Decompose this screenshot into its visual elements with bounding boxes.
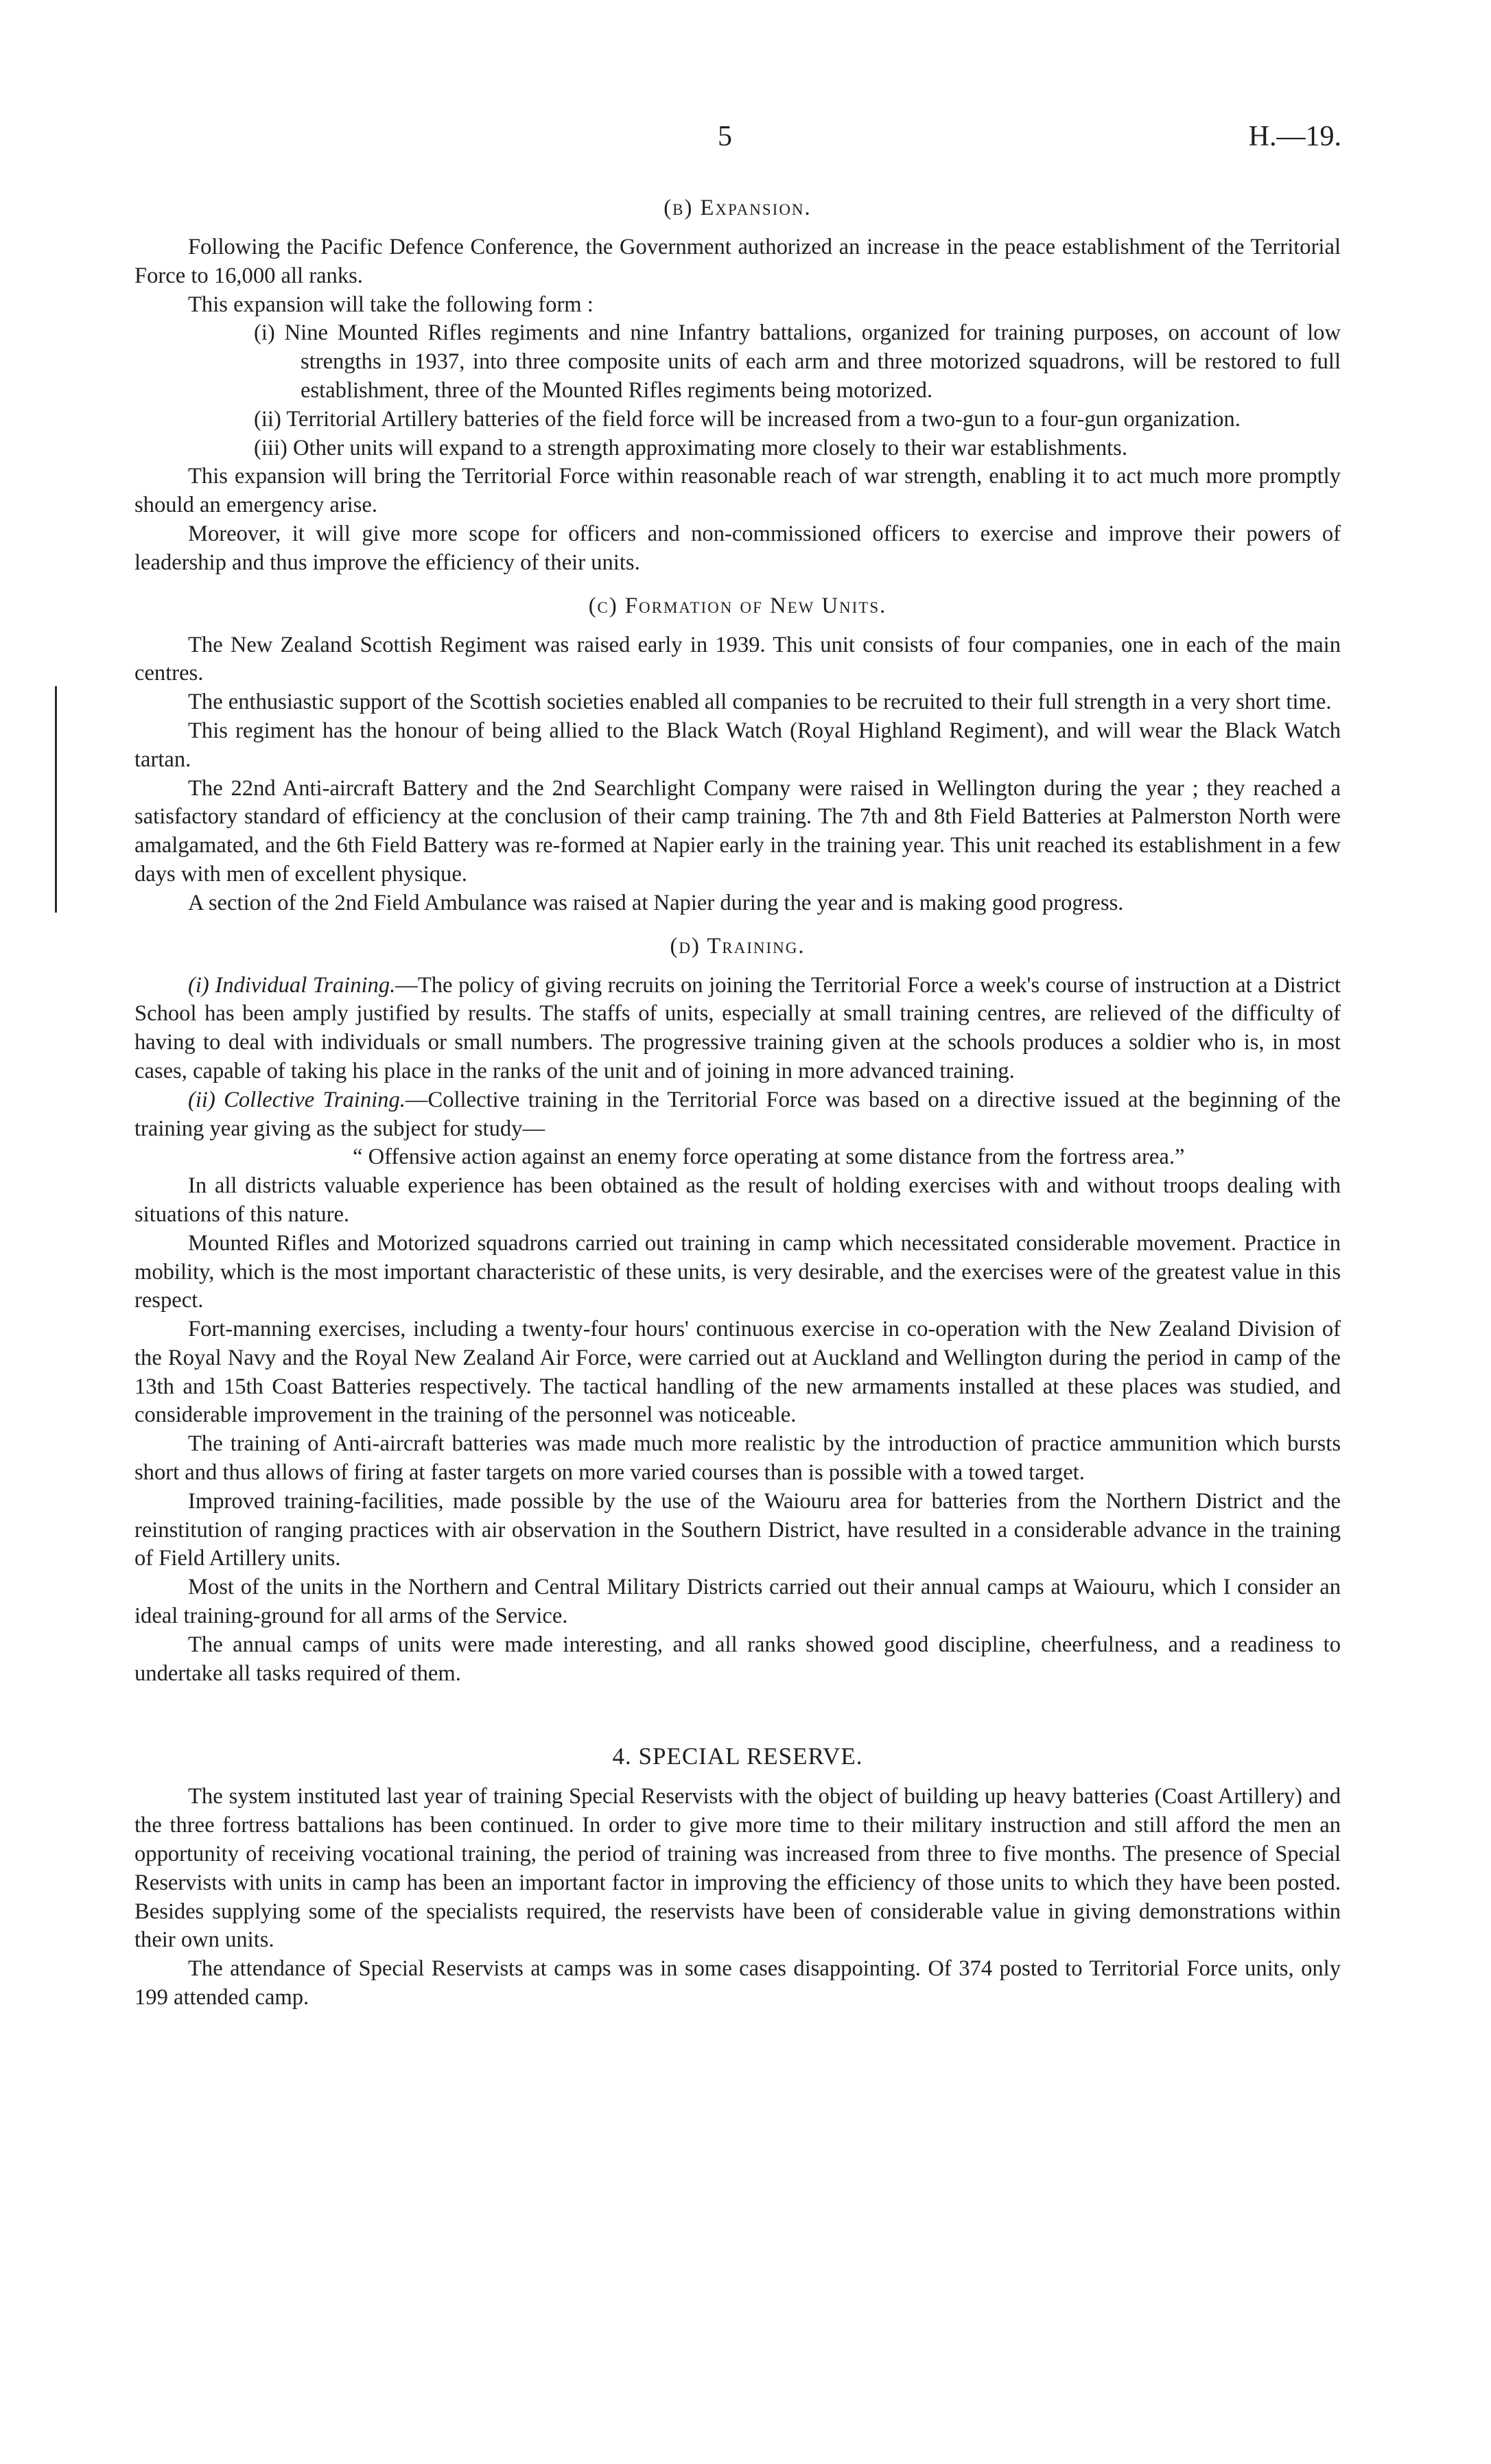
directive-quote: “ Offensive action against an enemy force operating at some distance from the fortress area.” (353, 1145, 1185, 1170)
page-number: 5 (718, 121, 732, 152)
list-item: (i) Nine Mounted Rifles regiments and nine Infantry battalions, organized for training purposes, on account of low strengths in 1937, into three composite units of each arm and three motorized squadrons, will be restored to full establishment, three of the Mounted Rifles regiments being motorized. (254, 320, 1341, 403)
paragraph: The 22nd Anti-aircraft Battery and the 2nd Searchlight Company were raised in Wellington during the year ; they reached a satisfactory standard of efficiency at the conclusion of their camp training. The 7th and 8th Field Batteries at Palmerston North were amalgamated, and the 6th Field Battery was re-formed at Napier early in the training year. This unit reached its establishment in a few days with men of excellent physique. (134, 775, 1341, 887)
paragraph: Improved training-facilities, made possible by the use of the Waiouru area for batteries from the Northern District and the reinstitution of ranging practices with air observation in the Southern District, have resulted in a considerable advance in the training of Field Artillery units. (134, 1488, 1341, 1571)
list-item: (iii) Other units will expand to a strength approximating more closely to their war establishments. (254, 435, 1127, 460)
paragraph: The training of Anti-aircraft batteries was made much more realistic by the introduction of practice ammunition which bursts short and thus allows of firing at faster targets on more varied courses than is possible with a towed target. (134, 1431, 1341, 1486)
paragraph: The annual camps of units were made interesting, and all ranks showed good discipline, cheerfulness, and a readiness to undertake all tasks required of them. (134, 1632, 1341, 1686)
paragraph: Mounted Rifles and Motorized squadrons carried out training in camp which necessitated considerable movement. Practice in mobility, which is the most important characteristic of these units, is very desirable, and the exercises were of the greatest value in this respect. (134, 1230, 1341, 1313)
paragraph: In all districts valuable experience has been obtained as the result of holding exercises with and without troops dealing with situations of this nature. (134, 1173, 1341, 1227)
paragraph: The enthusiastic support of the Scottish societies enabled all companies to be recruited to their full strength in a very short time. (188, 690, 1332, 715)
margin-mark (55, 686, 57, 913)
paragraph: This expansion will bring the Territorial Force within reasonable reach of war strength, enabling it to act much more promptly should an emergency arise. (134, 464, 1341, 518)
heading-training: (d) Training. (670, 933, 806, 959)
paragraph-text: —Collective training in the Territorial Force was based on a directive issued at the beginning of the training year giving as the subject for study— (134, 1087, 1341, 1141)
paragraph-text: —The policy of giving recruits on joining the Territorial Force a week's course of instruction at a District School has been amply justified by results. The staffs of units, especially at small training centres, are relieved of the difficulty of having to deal with individuals or small numbers. The progressive training given at the schools produces a soldier who is, in most cases, capable of taking his place in the ranks of the unit and of joining in more advanced training. (134, 972, 1341, 1083)
list-item: (ii) Territorial Artillery batteries of the field force will be increased from a two-gun to a four-gun organization. (254, 406, 1241, 432)
document-reference: H.—19. (1248, 121, 1341, 152)
paragraph: This regiment has the honour of being allied to the Black Watch (Royal Highland Regiment), and will wear the Black Watch tartan. (134, 718, 1341, 772)
heading-special-reserve: 4. SPECIAL RESERVE. (612, 1743, 863, 1770)
paragraph: Following the Pacific Defence Conference, the Government authorized an increase in the peace establishment of the Territorial Force to 16,000 all ranks. (134, 235, 1341, 288)
paragraph: Most of the units in the Northern and Central Military Districts carried out their annual camps at Waiouru, which I consider an ideal training-ground for all arms of the Service. (134, 1575, 1341, 1629)
paragraph: The attendance of Special Reservists at camps was in some cases disappointing. Of 374 posted to Territorial Force units, only 199 attended camp. (134, 1956, 1341, 2010)
heading-expansion: (b) Expansion. (664, 196, 812, 220)
paragraph: A section of the 2nd Field Ambulance was raised at Napier during the year and is making good progress. (188, 890, 1124, 915)
paragraph: The New Zealand Scottish Regiment was raised early in 1939. This unit consists of four companies, one in each of the main centres. (134, 632, 1341, 686)
run-in-heading: (ii) Collective Training. (188, 1087, 406, 1112)
paragraph: Moreover, it will give more scope for officers and non-commissioned officers to exercise and improve their powers of leadership and thus improve the efficiency of their units. (134, 521, 1341, 575)
paragraph: The system instituted last year of training Special Reservists with the object of building up heavy batteries (Coast Artillery) and the three fortress battalions has been continued. In order to give more time to their military instruction and still afford the men an opportunity of receiving vocational training, the period of training was increased from three to five months. The presence of Special Reservists with units in camp has been an important factor in improving the efficiency of those units to which they have been posted. Besides supplying some of the specialists required, the reservists have been of considerable value in giving demonstrations within their own units. (134, 1784, 1341, 1953)
paragraph: Fort-manning exercises, including a twenty-four hours' continuous exercise in co-operation with the New Zealand Division of the Royal Navy and the Royal New Zealand Air Force, were carried out at Auckland and Wellington during the period in camp of the 13th and 15th Coast Batteries respectively. The tactical handling of the new armaments installed at these places was studied, and considerable improvement in the training of the personnel was noticeable. (134, 1317, 1341, 1428)
document-body (134, 193, 1341, 2013)
paragraph-individual-training (134, 972, 1341, 1086)
paragraph-collective-training (134, 1086, 1341, 1144)
run-in-heading: (i) Individual Training. (188, 972, 396, 998)
paragraph: This expansion will take the following form : (188, 292, 594, 317)
heading-formation-of-new-units: (c) Formation of New Units. (588, 593, 887, 618)
